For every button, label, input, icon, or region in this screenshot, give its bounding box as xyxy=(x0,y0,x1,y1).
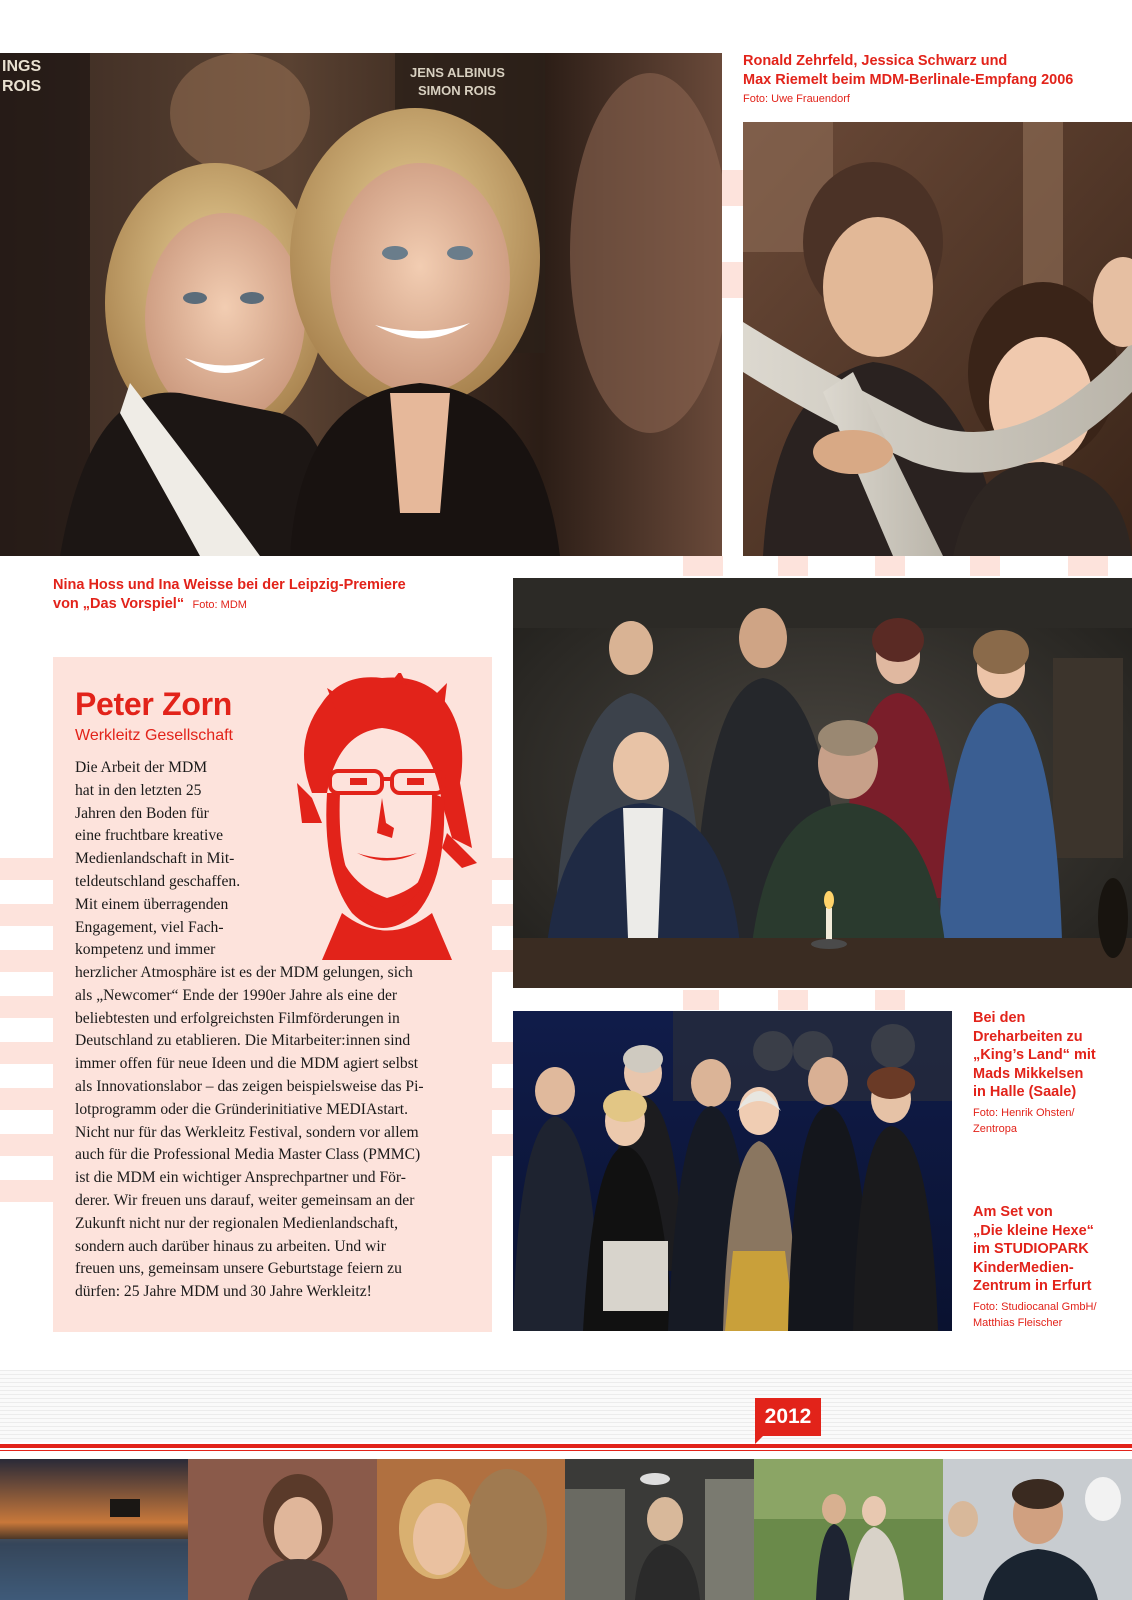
statement-line: als „Newcomer“ Ende der 1990er Jahre als eine der xyxy=(75,986,398,1004)
decor-stripe xyxy=(0,904,53,926)
statement-line: kompetenz und immer xyxy=(75,941,216,959)
poster-text: INGS xyxy=(2,58,42,75)
decor-stripe xyxy=(0,996,53,1018)
caption-title: von „Das Vorspiel“ xyxy=(53,595,185,612)
caption-berlinale xyxy=(743,52,1123,107)
decor-stripe xyxy=(722,262,744,298)
statement-line: hat in den letzten 25 xyxy=(75,781,202,799)
statement-line: derer. Wir freuen uns darauf, weiter gemeinsam an der xyxy=(75,1191,415,1209)
statement-line: herzlicher Atmosphäre ist es der MDM gelungen, sich xyxy=(75,964,413,981)
decor-stripe xyxy=(492,950,514,972)
caption-title: in Halle (Saale) xyxy=(973,1084,1077,1100)
decor-stripe xyxy=(492,1134,514,1156)
timeline-thumb-man xyxy=(943,1459,1132,1600)
decor-stripe xyxy=(970,556,1000,576)
photo-premiere xyxy=(0,53,722,556)
statement-line: ist die MDM ein wichtiger Ansprechpartner und För- xyxy=(75,1169,406,1187)
portrait-illustration xyxy=(282,673,477,960)
statement-line: Nicht nur für das Werkleitz Festival, sondern vor allem xyxy=(75,1123,419,1141)
timeline-thumb-archive xyxy=(565,1459,754,1600)
timeline-thumb-couple xyxy=(377,1459,565,1600)
statement-line: teldeutschland geschaffen. xyxy=(75,872,241,890)
poster-text: ROIS xyxy=(2,78,42,95)
decor-stripe xyxy=(0,1134,53,1156)
decor-stripe xyxy=(875,556,905,576)
timeline-thumb-costume xyxy=(754,1459,943,1600)
caption-title: KinderMedien- xyxy=(973,1259,1074,1276)
photo-kings-land xyxy=(513,578,1132,988)
statement-line: Die Arbeit der MDM xyxy=(75,759,208,776)
decor-stripe xyxy=(0,950,53,972)
caption-title: „Die kleine Hexe“ xyxy=(973,1222,1094,1239)
photo-berlinale xyxy=(743,122,1132,556)
caption-kleine-hexe xyxy=(973,1203,1132,1331)
decor-stripe xyxy=(492,1042,514,1064)
caption-credit: Matthias Fleischer xyxy=(973,1316,1063,1329)
caption-title: Am Set von xyxy=(973,1204,1053,1220)
statement-line: beliebtesten und erfolgreichsten Filmförderungen in xyxy=(75,1009,400,1027)
decor-stripe xyxy=(492,858,514,880)
timeline-band xyxy=(0,1370,1132,1442)
decor-stripe xyxy=(875,990,905,1010)
statement-line: Deutschland zu etablieren. Die Mitarbeiter:innen sind xyxy=(75,1032,411,1050)
timeline-line xyxy=(0,1444,1132,1448)
statement-line: dürfen: 25 Jahre MDM und 30 Jahre Werkleitz! xyxy=(75,1283,372,1301)
caption-credit: Foto: Uwe Frauendorf xyxy=(743,93,850,105)
person-name: Peter Zorn xyxy=(75,686,233,722)
statement-line: Engagement, viel Fach- xyxy=(75,918,224,936)
person-organization: Werkleitz Gesellschaft xyxy=(75,727,233,744)
statement-text-wide xyxy=(75,962,424,1304)
decor-stripe xyxy=(492,1088,514,1110)
decor-stripe xyxy=(492,904,514,926)
year-badge: 2012 xyxy=(755,1398,821,1436)
statement-line: Jahren den Boden für xyxy=(75,804,209,822)
timeline-thumb-landscape xyxy=(0,1459,188,1600)
caption-credit: Foto: Henrik Ohsten/ xyxy=(973,1106,1075,1119)
caption-title: im STUDIOPARK xyxy=(973,1241,1089,1257)
caption-title: Nina Hoss und Ina Weisse bei der Leipzig-Premiere xyxy=(53,577,406,593)
statement-line: immer offen für neue Ideen und die MDM agiert selbst xyxy=(75,1055,419,1073)
caption-title: Bei den xyxy=(973,1010,1026,1026)
decor-stripe xyxy=(0,1088,53,1110)
caption-credit: Foto: MDM xyxy=(192,598,247,611)
statement-line: sondern auch darüber hinaus zu arbeiten. Und wir xyxy=(75,1237,386,1255)
statement-line: lotprogramm oder die Gründerinitiative MEDIAstart. xyxy=(75,1100,409,1118)
caption-credit: Zentropa xyxy=(973,1122,1018,1135)
decor-stripe xyxy=(722,170,744,206)
statement-line: auch für die Professional Media Master Class (PMMC) xyxy=(75,1146,421,1164)
statement-text-narrow xyxy=(75,757,240,962)
caption-title: Max Riemelt beim MDM-Berlinale-Empfang 2006 xyxy=(743,71,1074,88)
statement-line: Mit einem überragenden xyxy=(75,895,229,913)
caption-credit: Foto: Studiocanal GmbH/ xyxy=(973,1300,1097,1313)
photo-kleine-hexe xyxy=(513,1011,952,1331)
timeline-line xyxy=(0,1450,1132,1451)
statement-line: Medienlandschaft in Mit- xyxy=(75,850,235,868)
caption-kings-land xyxy=(973,1009,1123,1137)
decor-stripe xyxy=(0,1042,53,1064)
decor-stripe xyxy=(1068,556,1108,576)
decor-stripe xyxy=(0,1180,53,1202)
caption-premiere xyxy=(53,576,493,613)
decor-stripe xyxy=(778,556,808,576)
statement-line: freuen uns, gemeinsam unsere Geburtstage feiern zu xyxy=(75,1260,402,1278)
caption-title: Ronald Zehrfeld, Jessica Schwarz und xyxy=(743,53,1008,69)
caption-title: Mads Mikkelsen xyxy=(973,1065,1084,1082)
statement-line: eine fruchtbare kreative xyxy=(75,827,224,845)
decor-stripe xyxy=(778,990,808,1010)
statement-line: als Innovationslabor – das zeigen beispielsweise das Pi- xyxy=(75,1077,424,1095)
year-badge-pointer xyxy=(755,1434,775,1444)
statement-line: Zukunft nicht nur der regionalen Medienlandschaft, xyxy=(75,1214,399,1232)
caption-title: „King’s Land“ mit xyxy=(973,1047,1096,1063)
caption-title: Dreharbeiten zu xyxy=(973,1028,1083,1045)
decor-stripe xyxy=(683,990,719,1010)
decor-stripe xyxy=(0,858,53,880)
poster-text: SIMON ROIS xyxy=(418,83,497,98)
caption-title: Zentrum in Erfurt xyxy=(973,1278,1092,1294)
decor-stripe xyxy=(683,556,723,576)
poster-text: JENS ALBINUS xyxy=(410,65,505,80)
timeline-thumb-woman xyxy=(188,1459,377,1600)
